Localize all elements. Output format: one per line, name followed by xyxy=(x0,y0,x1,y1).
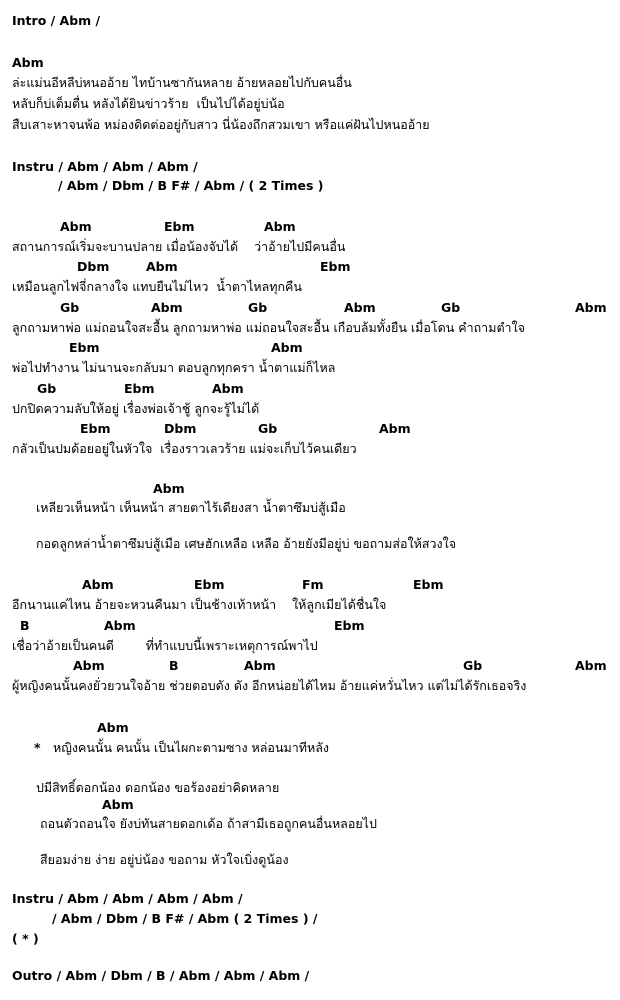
chord: Abm xyxy=(146,259,178,274)
chord: Gb xyxy=(258,421,278,436)
chord: Ebm xyxy=(194,577,225,592)
chord: Abm xyxy=(60,219,92,234)
chord: Gb xyxy=(37,381,57,396)
chord: Abm xyxy=(575,658,607,673)
instru2-line-2: / Abm / Dbm / B F# / Abm ( 2 Times ) / xyxy=(52,911,318,926)
chord: Gb xyxy=(463,658,483,673)
outro-line: Outro / Abm / Dbm / B / Abm / Abm / Abm / xyxy=(12,968,310,983)
verse2-chord-row-2 xyxy=(0,259,620,275)
verse2-lyric-5: ปกปิดความลับให้อยู่ เรื่องพ่อเจ้าชู้ ลูกจะรู้ไม่ได้ xyxy=(12,401,260,416)
chord: Abm xyxy=(344,300,376,315)
intro-line: Intro / Abm / xyxy=(12,13,101,28)
chord: Ebm xyxy=(334,618,365,633)
chorus-lyric-1: หญิงคนนั้น คนนั้น เป็นไผกะตามซาง หล่อนมาทีหลัง xyxy=(53,740,329,755)
verse2-lyric-1: สถานการณ์เริ่มจะบานปลาย เมื่อน้องจับได้ ว่าอ้ายไปมีคนอื่น xyxy=(12,239,346,254)
chord: Abm xyxy=(73,658,105,673)
chord: B xyxy=(169,658,179,673)
verse3-lyric-3: ผู้หญิงคนนั้นคงยั่วยวนใจอ้าย ช่วยตอบดัง ดัง อีกหน่อยได้ไหม อ้ายแค่หวั่นไหว แต่ไม่ได้รักเธอจริง xyxy=(12,678,527,693)
chord: Fm xyxy=(302,577,324,592)
chord: B xyxy=(20,618,30,633)
bridge-lyric-2: กอดลูกหล่าน้ำตาซึมบ่สู้เมือ เศษฮักเหลือ เหลือ อ้ายยังมีอยู่บ่ ขอถามส่อให้สวงใจ xyxy=(36,536,457,551)
chord: Ebm xyxy=(124,381,155,396)
chorus-star-marker: * xyxy=(34,740,41,755)
verse2-chord-row-1 xyxy=(0,219,620,235)
verse1-lyric-2: หลับก็บ่เต็มตื่น หลังได้ยินข่าวร้าย เป็นไปได้อยู่บ่น้อ xyxy=(12,96,285,111)
chorus-chord-1: Abm xyxy=(97,720,129,735)
verse2-lyric-2: เหมือนลูกไฟจี่กลางใจ แทบยืนไม่ไหว น้ำตาไหลทุกคืน xyxy=(12,279,302,294)
chorus-lyric-4: สียอมง่าย ง่าย อยู่บ่น้อง ขอถาม หัวใจเบิ่งดูน้อง xyxy=(40,852,289,867)
chord: Dbm xyxy=(164,421,197,436)
verse2-chord-row-6 xyxy=(0,421,620,437)
instru2-line-1: Instru / Abm / Abm / Abm / Abm / xyxy=(12,891,243,906)
chorus-lyric-3: ถอนตัวถอนใจ ยังบ่ทันสายดอกเด้อ ถ้าสามีเธอถูกคนอื่นหลอยไป xyxy=(40,816,377,831)
chord: Abm xyxy=(264,219,296,234)
chord: Gb xyxy=(441,300,461,315)
chord: Abm xyxy=(151,300,183,315)
chord: Ebm xyxy=(80,421,111,436)
chord: Dbm xyxy=(77,259,110,274)
bridge-lyric-1: เหลียวเห็นหน้า เห็นหน้า สายตาไร้เดียงสา น้ำตาซึมบ่สู้เมือ xyxy=(36,500,346,515)
chord: Ebm xyxy=(164,219,195,234)
verse3-chord-row-1 xyxy=(0,577,620,593)
instru1-line-1: Instru / Abm / Abm / Abm / xyxy=(12,159,198,174)
verse3-chord-row-3 xyxy=(0,658,620,674)
verse2-lyric-3: ลูกถามหาพ่อ แม่ถอนใจสะอื้น ลูกถามหาพ่อ แม่ถอนใจสะอื้น เกือบล้มทั้งยืน เมื่อโดน คำถามตำใจ xyxy=(12,320,526,335)
chord: Gb xyxy=(60,300,80,315)
chord: Ebm xyxy=(69,340,100,355)
verse2-chord-row-4 xyxy=(0,340,620,356)
chord: Ebm xyxy=(413,577,444,592)
chord: Abm xyxy=(212,381,244,396)
verse1-lyric-1: ล่ะแม่นอีหลีบ่หนออ้าย ไทบ้านซากันหลาย อ้ายหลอยไปกับคนอื่น xyxy=(12,75,352,90)
chord: Abm xyxy=(575,300,607,315)
repeat-marker: ( * ) xyxy=(12,931,39,946)
instru1-line-2: / Abm / Dbm / B F# / Abm / ( 2 Times ) xyxy=(58,178,324,193)
chord: Abm xyxy=(104,618,136,633)
bridge-chord: Abm xyxy=(153,481,185,496)
chord: Abm xyxy=(379,421,411,436)
chord: Gb xyxy=(248,300,268,315)
verse3-lyric-1: อีกนานแค่ไหน อ้ายจะหวนคืนมา เป็นช้างเท้าหน้า ให้ลูกเมียได้ชื่นใจ xyxy=(12,597,387,612)
chord: Abm xyxy=(271,340,303,355)
chorus-chord-2: Abm xyxy=(102,797,134,812)
chord: Ebm xyxy=(320,259,351,274)
verse2-chord-row-5 xyxy=(0,381,620,397)
verse1-chord: Abm xyxy=(12,55,44,70)
verse2-chord-row-3 xyxy=(0,300,620,316)
verse3-lyric-2: เชื่อว่าอ้ายเป็นคนดี ที่ทำแบบนี้เพราะเหตุการณ์พาไป xyxy=(12,638,318,653)
chord: Abm xyxy=(244,658,276,673)
verse2-lyric-6: กลัวเป็นปมด้อยอยู่ในหัวใจ เรื่องราวเลวร้าย แม่จะเก็บไว้คนเดียว xyxy=(12,441,357,456)
verse2-lyric-4: พ่อไปทำงาน ไม่นานจะกลับมา ตอบลูกทุกครา น้ำตาแม่ก็ไหล xyxy=(12,360,336,375)
chord: Abm xyxy=(82,577,114,592)
verse3-chord-row-2 xyxy=(0,618,620,634)
chorus-lyric-2: ปมีสิทธิ์ดอกน้อง ดอกน้อง ขอร้องอย่าคิดหลาย xyxy=(36,780,280,795)
verse1-lyric-3: สืบเสาะหาจนพ้อ หม่องดิดต่ออยู่กับสาว นี่น้องถึกสวมเขา หรือแค่ฝันไปหนออ้าย xyxy=(12,117,430,132)
